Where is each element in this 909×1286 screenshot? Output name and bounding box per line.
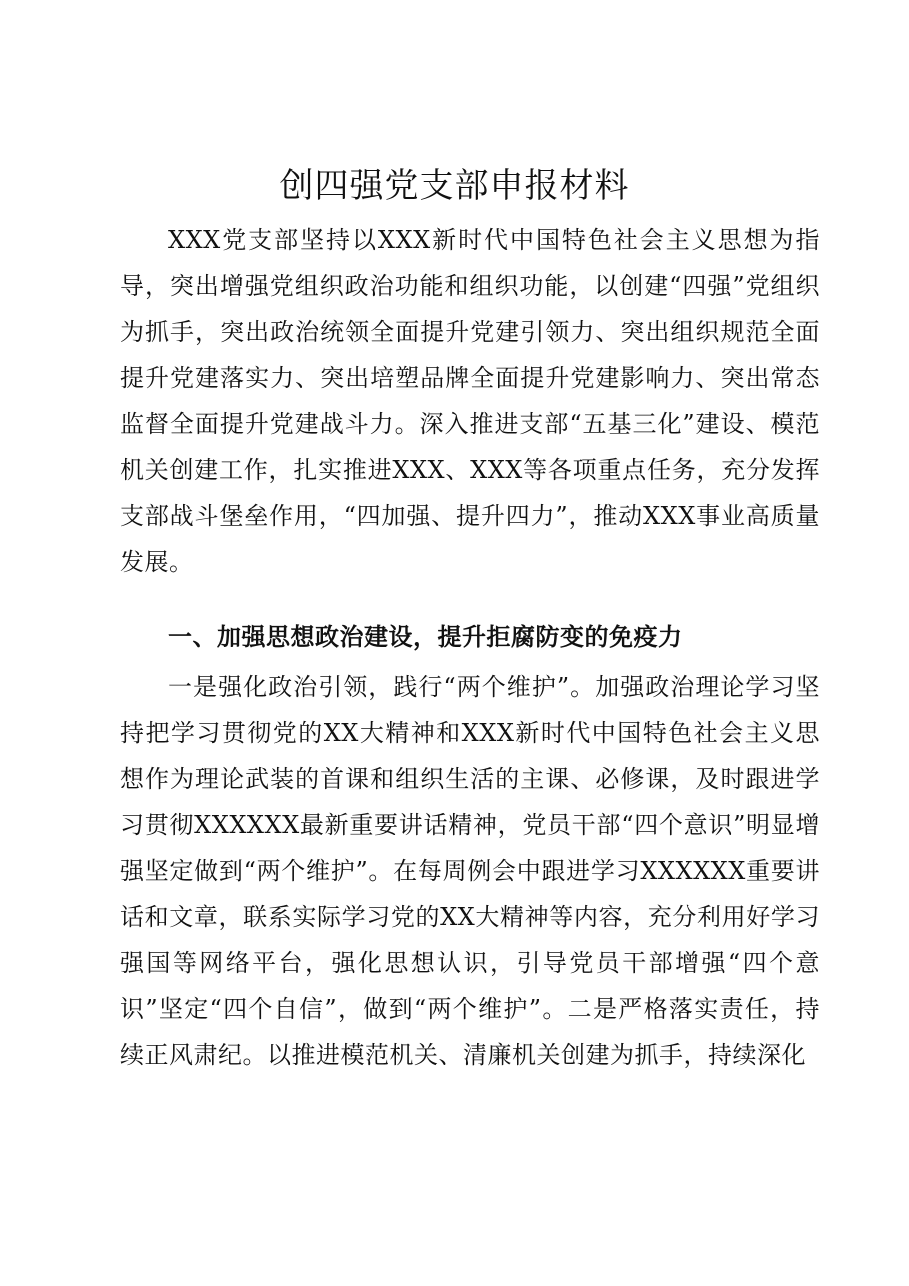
section-heading: 一、加强思想政治建设，提升拒腐防变的免疫力 bbox=[168, 623, 683, 651]
section-paragraph: 一是强化政治引领，践行“两个维护”。加强政治理论学习坚持把学习贯彻党的XX大精神和XXX新时代中国特色社会主义思想作为理论武装的首课和组织生活的主课、必修课，及时跟进学习贯彻XXXXXX最新重要讲话精神，党员干部“四个意识”明显增强坚定做到“两个维护”。在每周例会中跟进学习XXXXXX重要讲话和文章，联系实际学习党的XX大精神等内容，充分利用好学习强国等网络平台，强化思想认识，引导党员干部增强“四个意识”坚定“四个自信”，做到“两个维护”。二是严格落实责任，持续正风肃纪。以推进模范机关、清廉机关创建为抓手，持续深化 bbox=[120, 673, 820, 1069]
document-title: 创四强党支部申报材料 bbox=[279, 166, 630, 206]
intro-paragraph: XXX党支部坚持以XXX新时代中国特色社会主义思想为指导，突出增强党组织政治功能和组织功能，以创建“四强”党组织为抓手，突出政治统领全面提升党建引领力、突出组织规范全面提升党建落实力、突出培塑品牌全面提升党建影响力、突出常态监督全面提升党建战斗力。深入推进支部“五基三化”建设、模范机关创建工作，扎实推进XXX、XXX等各项重点任务，充分发挥支部战斗堡垒作用，“四加强、提升四力”，推动XXX事业高质量发展。 bbox=[120, 226, 820, 576]
